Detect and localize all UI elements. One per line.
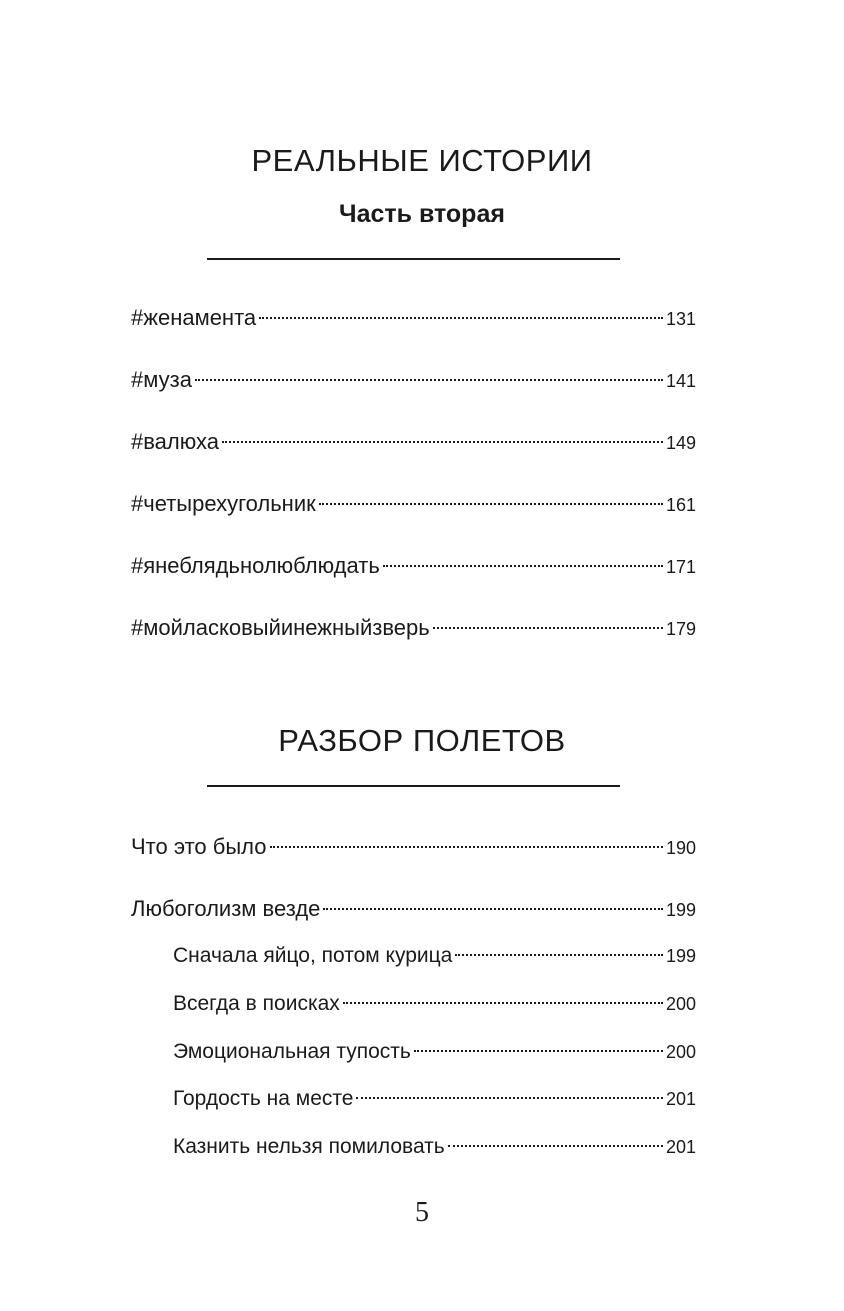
toc-entry <box>131 303 696 334</box>
dot-leader <box>383 565 663 567</box>
toc-entry <box>131 894 696 925</box>
toc-subentry-page: 200 <box>665 1042 696 1062</box>
toc-entry <box>131 551 696 582</box>
toc-subentry-page: 201 <box>665 1137 696 1157</box>
toc-entry-title: #четырехугольник <box>131 491 316 516</box>
toc-subentry <box>173 1132 696 1162</box>
toc-entry-title: #муза <box>131 367 192 392</box>
toc-entry-page: 149 <box>665 433 696 453</box>
page-number: 5 <box>415 1197 429 1228</box>
toc-entry-page: 190 <box>665 838 696 858</box>
dot-leader <box>270 846 663 848</box>
toc-entry-page: 171 <box>665 557 696 577</box>
toc-entry-page: 179 <box>665 619 696 639</box>
dot-leader <box>448 1145 663 1147</box>
toc-subentry-title: Казнить нельзя помиловать <box>173 1135 445 1158</box>
toc-subentry <box>173 989 696 1019</box>
divider <box>207 258 620 260</box>
toc-entry-page: 131 <box>665 309 696 329</box>
toc-subentry-page: 200 <box>665 994 696 1014</box>
toc-entry <box>131 365 696 396</box>
dot-leader <box>323 908 663 910</box>
dot-leader <box>319 503 663 505</box>
toc-entry-title: Что это было <box>131 834 267 859</box>
toc-entry-title: Любоголизм везде <box>131 896 321 921</box>
toc-entry <box>131 489 696 520</box>
toc-subentry-title: Гордость на месте <box>173 1087 354 1110</box>
dot-leader <box>222 441 663 443</box>
toc-subentry <box>173 1037 696 1067</box>
dot-leader <box>455 954 663 956</box>
toc-entry-title: #женамента <box>131 305 257 330</box>
toc-entry <box>131 613 696 644</box>
toc-subentry <box>173 1084 696 1114</box>
section-title: РАЗБОР ПОЛЕТОВ <box>278 723 566 758</box>
toc-entry-page: 199 <box>665 900 696 920</box>
toc-subentry-page: 199 <box>665 946 696 966</box>
toc-entry-page: 141 <box>665 371 696 391</box>
toc-entry-title: #мойласковыйинежныйзверь <box>131 615 430 640</box>
toc-entry-title: #янеблядьнолюблюдать <box>131 553 380 578</box>
section-title: РЕАЛЬНЫЕ ИСТОРИИ <box>251 143 593 178</box>
divider <box>207 785 620 787</box>
section-subtitle: Часть вторая <box>339 200 505 228</box>
dot-leader <box>195 379 663 381</box>
dot-leader <box>259 317 663 319</box>
toc-subentry-title: Всегда в поисках <box>173 992 340 1015</box>
dot-leader <box>343 1002 663 1004</box>
dot-leader <box>433 627 663 629</box>
toc-entry <box>131 832 696 863</box>
toc-entry <box>131 427 696 458</box>
toc-subentry-title: Сначала яйцо, потом курица <box>173 944 453 967</box>
toc-entry-page: 161 <box>665 495 696 515</box>
toc-subentry-title: Эмоциональная тупость <box>173 1040 411 1063</box>
dot-leader <box>414 1050 663 1052</box>
toc-entry-title: #валюха <box>131 429 219 454</box>
dot-leader <box>356 1097 662 1099</box>
toc-subentry <box>173 941 696 971</box>
toc-subentry-page: 201 <box>665 1089 696 1109</box>
